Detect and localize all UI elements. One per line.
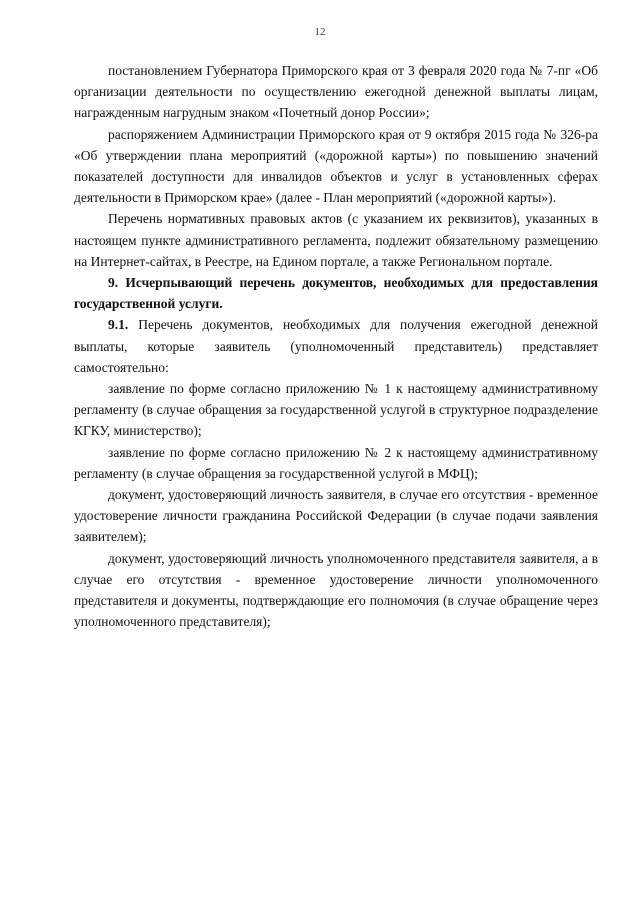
list-item: документ, удостоверяющий личность уполномоченного представителя заявителя, а в случае его отсутствия - временное удостоверение личности уполномоченного представителя и документы, подтверждающие его полномочия (в случае обращение через уполномоченного представителя);: [74, 550, 598, 630]
paragraph-administration-order: распоряжением Администрации Приморского края от 9 октября 2015 года № 326-ра «Об утверждении плана мероприятий («дорожной карты») по повышению значений показателей доступности для инвалидов объектов и услуг в установленных сферах деятельности в Приморском крае» (далее - План мероприятий («дорожной карты»).: [74, 126, 598, 206]
list-item: документ, удостоверяющий личность заявителя, в случае его отсутствия - временное удостоверение личности гражданина Российской Федерации (в случае подачи заявления заявителем);: [74, 487, 598, 545]
list-item: заявление по форме согласно приложению № 1 к настоящему административному регламенту (в случае обращения за государственной услугой в структурное подразделение КГКУ, министерство);: [74, 381, 598, 439]
paragraph-acts-publication: Перечень нормативных правовых актов (с указанием их реквизитов), указанных в настоящем пункте административного регламента, подлежит обязательному размещению на Интернет-сайтах, в Реестре, на Едином портале, а также Региональном портале.: [74, 211, 598, 269]
paragraph-governor-decree: постановлением Губернатора Приморского края от 3 февраля 2020 года № 7-пг «Об организации деятельности по осуществлению ежегодной денежной выплаты лицам, награжденным нагрудным знаком «Почетный донор России»;: [74, 63, 598, 121]
page-number: 12: [314, 26, 326, 38]
section-heading: 9. Исчерпывающий перечень документов, необходимых для предоставления государственной услуги.: [74, 275, 598, 312]
document-body: [74, 60, 598, 632]
subsection-text: Перечень документов, необходимых для получения ежегодной денежной выплаты, которые заявитель (уполномоченный представитель) представляет самостоятельно:: [74, 317, 598, 375]
subsection-number: 9.1.: [108, 317, 129, 333]
list-item: заявление по форме согласно приложению № 2 к настоящему административному регламенту (в случае обращения за государственной услугой в МФЦ);: [74, 444, 598, 481]
subsection-9-1: [74, 314, 598, 378]
